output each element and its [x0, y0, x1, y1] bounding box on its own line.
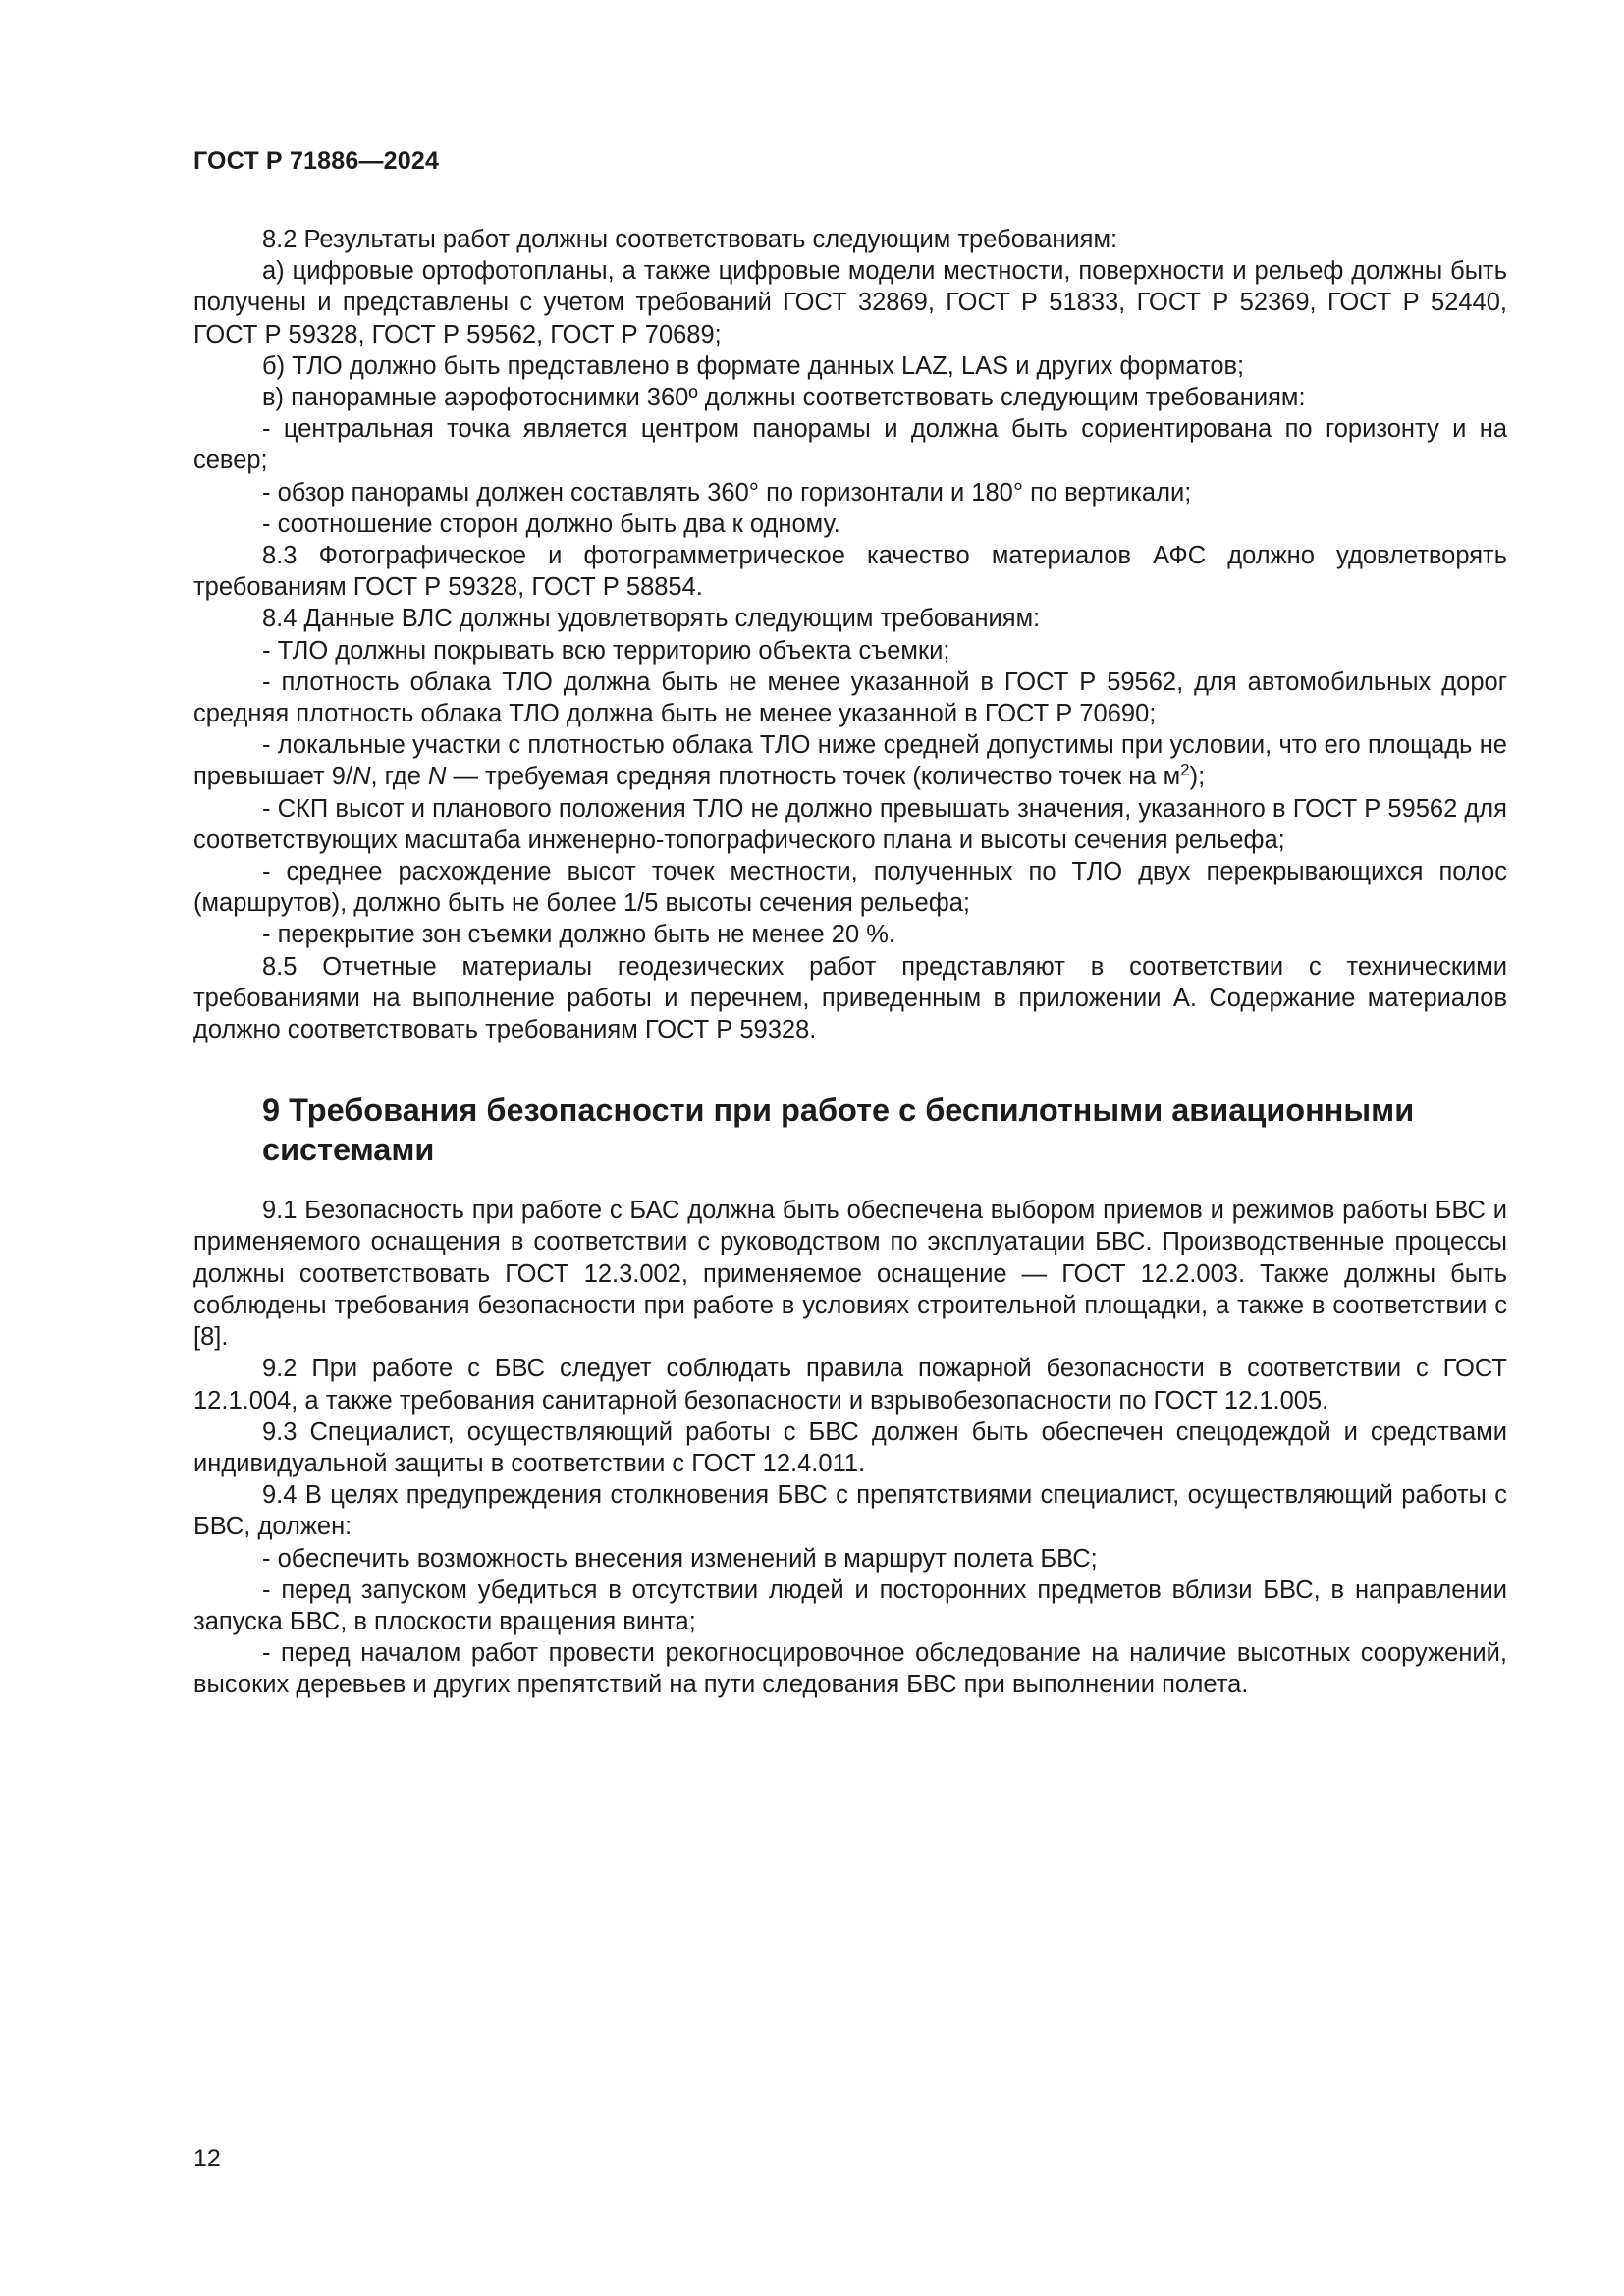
paragraph-8-2-b: б) ТЛО должно быть представлено в формате данных LAZ, LAS и других форматов; [262, 351, 1245, 380]
list-item-density: - плотность облака ТЛО должна быть не менее указанной в ГОСТ Р 59562, для автомобильных дорог средняя плотность облака ТЛО должна быть не менее указанной в ГОСТ Р 70690; [193, 667, 1507, 728]
document-code-header: ГОСТ Р 71886—2024 [193, 147, 440, 175]
paragraph-8-2: 8.2 Результаты работ должны соответствовать следующим требованиям: [262, 226, 1118, 253]
paragraph-8-5: 8.5 Отчетные материалы геодезических работ представляют в соответствии с техническими требованиями на выполнение работы и перечнем, приведенным в приложении А. Содержание материалов должно соответствовать требованиям ГОСТ Р 59328. [193, 952, 1507, 1044]
list-item-local-areas: - локальные участки с плотностью облака ТЛО ниже средней допустимы при условии, что его площадь не превышает 9/N, где N — требуемая средняя плотность точек (количество точек на $м^2$); [193, 731, 1507, 791]
list-item-overlap: - перекрытие зон съемки должно быть не менее 20 %. [262, 921, 895, 949]
page-number: 12 [193, 2145, 221, 2172]
list-item-panorama-view: - обзор панорамы должен составлять 360° по горизонтали и 180° по вертикали; [262, 478, 1192, 507]
paragraph-8-4: 8.4 Данные ВЛС должны удовлетворять следующим требованиям: [262, 605, 1041, 633]
list-item-panorama-center: - центральная точка является центром панорамы и должна быть сориентирована по горизонту и на север; [193, 415, 1507, 475]
paragraph-9-2: 9.2 При работе с БВС следует соблюдать правила пожарной безопасности в соответствии с ГОСТ 12.1.004, а также требования санитарной безопасности и взрывобезопасности по ГОСТ 12.1.005. [193, 1355, 1507, 1415]
section-9-heading: 9 Требования безопасности при работе с беспилотными авиационными системами [262, 1093, 1415, 1168]
list-item-aspect-ratio: - соотношение сторон должно быть два к одному. [262, 509, 840, 538]
paragraph-9-4: 9.4 В целях предупреждения столкновения БВС с препятствиями специалист, осуществляющий работы с БВС, должен: [193, 1481, 1507, 1541]
paragraph-8-2-a: а) цифровые ортофотопланы, а также цифровые модели местности, поверхности и рельеф должны быть получены и представлены с учетом требований ГОСТ 32869, ГОСТ Р 51833, ГОСТ Р 52369, ГОСТ Р 52440, ГОСТ Р 59328, ГОСТ Р 59562, ГОСТ Р 70689; [193, 257, 1507, 348]
list-item-height-discrepancy: - среднее расхождение высот точек местности, полученных по ТЛО двух перекрывающихся полос (маршрутов), должно быть не более 1/5 высоты сечения рельефа; [193, 858, 1507, 918]
list-item-rmse: - СКП высот и планового положения ТЛО не должно превышать значения, указанного в ГОСТ Р 59562 для соответствующих масштаба инженерно-топографического плана и высоты сечения рельефа; [193, 794, 1507, 854]
paragraph-8-2-v: в) панорамные аэрофотоснимки 360º должны соответствовать следующим требованиям: [262, 384, 1306, 412]
list-item-prelaunch-check: - перед запуском убедиться в отсутствии людей и посторонних предметов вблизи БВС, в направлении запуска БВС, в плоскости вращения винта; [193, 1575, 1507, 1635]
paragraph-8-3: 8.3 Фотографическое и фотограмметрическое качество материалов АФС должно удовлетворять требованиям ГОСТ Р 59328, ГОСТ Р 58854. [193, 542, 1507, 602]
list-item-route-changes: - обеспечить возможность внесения изменений в маршрут полета БВС; [262, 1544, 1098, 1573]
paragraph-9-3: 9.3 Специалист, осуществляющий работы с БВС должен быть обеспечен спецодеждой и средствами индивидуальной защиты в соответствии с ГОСТ 12.4.011. [193, 1417, 1507, 1477]
list-item-reconnaissance: - перед началом работ провести рекогносцировочное обследование на наличие высотных сооружений, высоких деревьев и других препятствий на пути следования БВС при выполнении полета. [193, 1639, 1507, 1699]
list-item-coverage: - ТЛО должны покрывать всю территорию объекта съемки; [262, 636, 950, 665]
document-body [193, 224, 1507, 1701]
paragraph-9-1: 9.1 Безопасность при работе с БАС должна быть обеспечена выбором приемов и режимов работы БВС и применяемого оснащения в соответствии с руководством по эксплуатации БВС. Производственные процессы должны соответствовать ГОСТ 12.3.002, применяемое оснащение — ГОСТ 12.2.003. Также должны быть соблюдены требования безопасности при работе в условиях строительной площадки, а также в соответствии с [8]. [193, 1197, 1507, 1352]
